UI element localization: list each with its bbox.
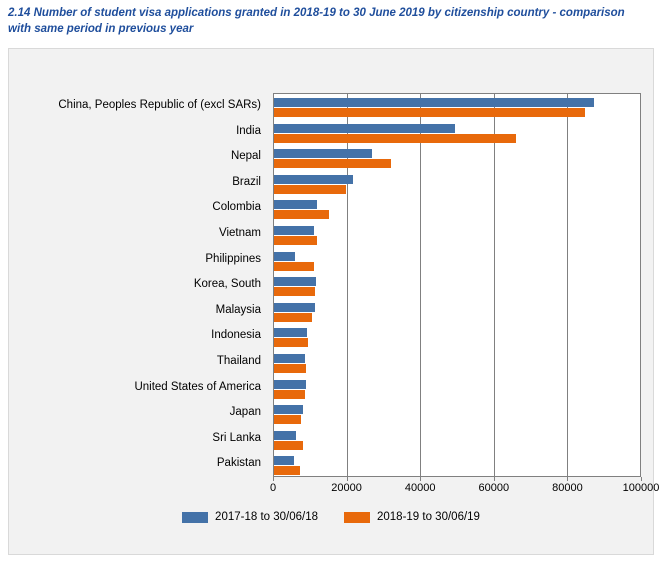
bar-group [274, 94, 640, 120]
category-label: Nepal [230, 150, 261, 163]
bar-group [274, 120, 640, 146]
category-label: Brazil [232, 175, 261, 188]
x-axis-tick-label: 100000 [622, 482, 660, 494]
bar-group [274, 299, 640, 325]
x-axis [269, 477, 660, 499]
x-axis-tick-label: 60000 [478, 482, 510, 494]
bar-current-year [274, 390, 305, 399]
bar-current-year [274, 159, 391, 168]
bar-previous-year [274, 328, 307, 337]
category-label: Philippines [205, 252, 261, 265]
bar-group [274, 401, 640, 427]
bar-previous-year [274, 149, 372, 158]
bar-current-year [274, 441, 303, 450]
chart-panel [8, 48, 660, 555]
category-label: Thailand [216, 354, 261, 367]
legend-item[interactable] [344, 511, 480, 523]
bar-current-year [274, 236, 317, 245]
category-label: Sri Lanka [212, 431, 261, 444]
bar-previous-year [274, 124, 455, 133]
bar-current-year [274, 466, 300, 475]
category-label: United States of America [134, 380, 261, 393]
category-axis-labels [9, 93, 267, 477]
bar-previous-year [274, 200, 317, 209]
category-label: Pakistan [216, 457, 261, 470]
category-label: China, Peoples Republic of (excl SARs) [58, 99, 261, 111]
x-axis-tick [273, 477, 274, 481]
category-label: Colombia [212, 201, 261, 214]
x-axis-tick [420, 477, 421, 481]
x-axis-tick [567, 477, 568, 481]
category-label: Malaysia [215, 303, 261, 316]
bar-group [274, 452, 640, 478]
bar-group [274, 427, 640, 453]
bar-previous-year [274, 431, 296, 440]
category-label: Japan [229, 406, 261, 419]
bar-group [274, 376, 640, 402]
chart-plot-wrapper [9, 57, 660, 497]
x-axis-tick [494, 477, 495, 481]
bar-group [274, 145, 640, 171]
bar-previous-year [274, 405, 303, 414]
x-axis-tick [641, 477, 642, 481]
x-axis-tick-label: 20000 [331, 482, 362, 494]
category-label: Vietnam [219, 226, 261, 239]
bar-group [274, 324, 640, 350]
bar-previous-year [274, 303, 315, 312]
chart-plot-area [273, 93, 641, 477]
bar-group [274, 171, 640, 197]
bar-group [274, 196, 640, 222]
bar-group [274, 350, 640, 376]
bar-group [274, 222, 640, 248]
bar-previous-year [274, 277, 316, 286]
bar-group [274, 273, 640, 299]
category-label: Korea, South [193, 278, 261, 291]
bar-current-year [274, 262, 314, 271]
legend-label: 2018-19 to 30/06/19 [377, 511, 480, 523]
chart-legend [9, 504, 653, 530]
legend-swatch [182, 512, 208, 523]
bar-current-year [274, 185, 346, 194]
bar-previous-year [274, 175, 353, 184]
x-axis-tick-label: 40000 [404, 482, 436, 494]
bar-group [274, 248, 640, 274]
bar-current-year [274, 415, 301, 424]
page-title: 2.14 Number of student visa applications granted in 2018-19 to 30 June 2019 by citizenship country - comparison with same period in previous year [8, 7, 625, 35]
legend-swatch [344, 512, 370, 523]
bar-previous-year [274, 98, 594, 107]
bar-current-year [274, 134, 516, 143]
x-axis-tick-label: 0 [269, 482, 277, 494]
bar-current-year [274, 338, 308, 347]
bar-current-year [274, 313, 312, 322]
category-label: India [236, 124, 261, 137]
bar-previous-year [274, 456, 294, 465]
bar-current-year [274, 108, 585, 117]
x-axis-tick-label: 80000 [552, 482, 583, 494]
bar-previous-year [274, 226, 314, 235]
bar-current-year [274, 287, 315, 296]
bar-previous-year [274, 354, 305, 363]
bar-previous-year [274, 252, 295, 261]
legend-item[interactable] [182, 511, 318, 523]
x-axis-tick [347, 477, 348, 481]
legend-label: 2017-18 to 30/06/18 [215, 511, 318, 523]
bar-current-year [274, 364, 306, 373]
category-label: Indonesia [211, 329, 261, 342]
bar-current-year [274, 210, 329, 219]
bar-previous-year [274, 380, 306, 389]
